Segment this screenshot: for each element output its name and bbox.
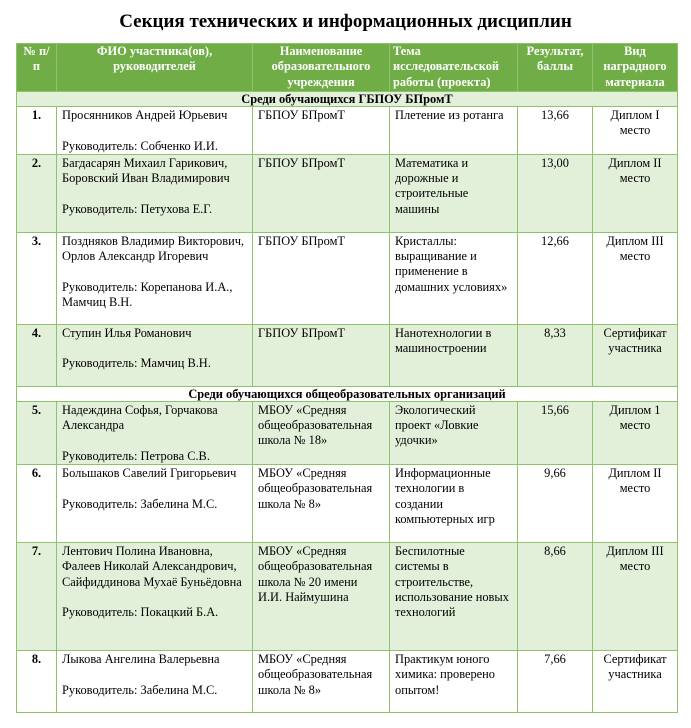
supervisor: Руководитель: Корепанова И.А., Мамчиц В.Н. — [62, 279, 233, 310]
participant-names: Лентович Полина Ивановна, Фалеев Николай Александрович, Сайфиддинова Мухаё Буньёдовна — [62, 544, 242, 589]
row-number: 3. — [17, 232, 57, 324]
participants-cell — [57, 543, 253, 651]
topic-cell: Кристаллы: выращивание и применение в домашних условиях» — [390, 232, 518, 324]
topic-cell: Информационные технологии в создании компьютерных игр — [390, 465, 518, 543]
row-number: 7. — [17, 543, 57, 651]
section-row-college — [17, 92, 678, 107]
award-cell: Диплом I место — [593, 107, 678, 155]
participant-names: Поздняков Владимир Викторович, Орлов Александр Игоревич — [62, 233, 245, 264]
supervisor: Руководитель: Мамчиц В.Н. — [62, 356, 211, 371]
col-header-participants: ФИО участника(ов), руководителей — [57, 44, 253, 92]
row-number: 6. — [17, 465, 57, 543]
institution-cell: ГБПОУ БПромТ — [253, 154, 390, 232]
table-row — [17, 107, 678, 155]
award-cell: Диплом III место — [593, 232, 678, 324]
section-row-schools — [17, 386, 678, 401]
score-cell: 8,33 — [518, 324, 593, 386]
score-cell: 13,00 — [518, 154, 593, 232]
col-header-institution: Наименование образовательного учреждения — [253, 44, 390, 92]
table-row — [17, 232, 678, 324]
section-title: Среди обучающихся ГБПОУ БПромТ — [17, 92, 678, 107]
row-number: 1. — [17, 107, 57, 155]
supervisor: Руководитель: Забелина М.С. — [62, 496, 218, 511]
topic-cell: Экологический проект «Ловкие удочки» — [390, 401, 518, 464]
institution-cell: ГБПОУ БПромТ — [253, 232, 390, 324]
score-cell: 7,66 — [518, 651, 593, 713]
col-header-award: Вид наградного материала — [593, 44, 678, 92]
row-number: 2. — [17, 154, 57, 232]
supervisor: Руководитель: Петрова С.В. — [62, 448, 210, 463]
participants-cell — [57, 232, 253, 324]
topic-cell: Практикум юного химика: проверено опытом! — [390, 651, 518, 713]
participants-cell — [57, 401, 253, 464]
institution-cell: МБОУ «Средняя общеобразовательная школа № 8» — [253, 651, 390, 713]
supervisor: Руководитель: Собченко И.И. — [62, 138, 218, 153]
participant-names: Багдасарян Михаил Гарикович, Боровский Иван Владимирович — [62, 155, 230, 186]
table-row — [17, 543, 678, 651]
col-header-topic: Тема исследовательской работы (проекта) — [390, 44, 518, 92]
results-table — [16, 43, 678, 713]
header-row — [17, 44, 678, 92]
col-header-num: № п/п — [17, 44, 57, 92]
participants-cell — [57, 154, 253, 232]
score-cell: 8,66 — [518, 543, 593, 651]
row-number: 4. — [17, 324, 57, 386]
score-cell: 15,66 — [518, 401, 593, 464]
participant-names: Большаков Савелий Григорьевич — [62, 466, 237, 481]
participant-names: Просянников Андрей Юрьевич — [62, 108, 228, 122]
award-cell: Диплом 1 место — [593, 401, 678, 464]
supervisor: Руководитель: Забелина М.С. — [62, 682, 218, 697]
topic-cell: Беспилотные системы в строительстве, использование новых технологий — [390, 543, 518, 651]
col-header-score: Результат, баллы — [518, 44, 593, 92]
institution-cell: МБОУ «Средняя общеобразовательная школа № 8» — [253, 465, 390, 543]
topic-cell: Плетение из ротанга — [390, 107, 518, 155]
score-cell: 13,66 — [518, 107, 593, 155]
topic-cell: Математика и дорожные и строительные машины — [390, 154, 518, 232]
award-cell: Диплом II место — [593, 465, 678, 543]
score-cell: 9,66 — [518, 465, 593, 543]
institution-cell: МБОУ «Средняя общеобразовательная школа № 20 имени И.И. Наймушина — [253, 543, 390, 651]
row-number: 5. — [17, 401, 57, 464]
participants-cell — [57, 651, 253, 713]
participant-names: Лыкова Ангелина Валерьевна — [62, 652, 220, 667]
participant-names: Ступин Илья Романович — [62, 325, 192, 340]
participant-names: Надеждина Софья, Горчакова Александра — [62, 402, 218, 433]
page-title: Секция технических и информационных дисциплин — [119, 11, 572, 32]
award-cell: Сертификат участника — [593, 651, 678, 713]
table-row — [17, 401, 678, 464]
supervisor: Руководитель: Покацкий Б.А. — [62, 605, 219, 620]
participants-cell — [57, 324, 253, 386]
table-row — [17, 154, 678, 232]
institution-cell: МБОУ «Средняя общеобразовательная школа № 18» — [253, 401, 390, 464]
award-cell: Диплом II место — [593, 154, 678, 232]
institution-cell: ГБПОУ БПромТ — [253, 107, 390, 155]
participants-cell — [57, 465, 253, 543]
award-cell: Диплом III место — [593, 543, 678, 651]
table-row — [17, 465, 678, 543]
award-cell: Сертификат участника — [593, 324, 678, 386]
row-number: 8. — [17, 651, 57, 713]
table-row — [17, 324, 678, 386]
table-row — [17, 651, 678, 713]
score-cell: 12,66 — [518, 232, 593, 324]
section-title: Среди обучающихся общеобразовательных организаций — [17, 386, 678, 401]
topic-cell: Нанотехнологии в машиностроении — [390, 324, 518, 386]
institution-cell: ГБПОУ БПромТ — [253, 324, 390, 386]
participants-cell — [57, 107, 253, 155]
supervisor: Руководитель: Петухова Е.Г. — [62, 201, 213, 216]
